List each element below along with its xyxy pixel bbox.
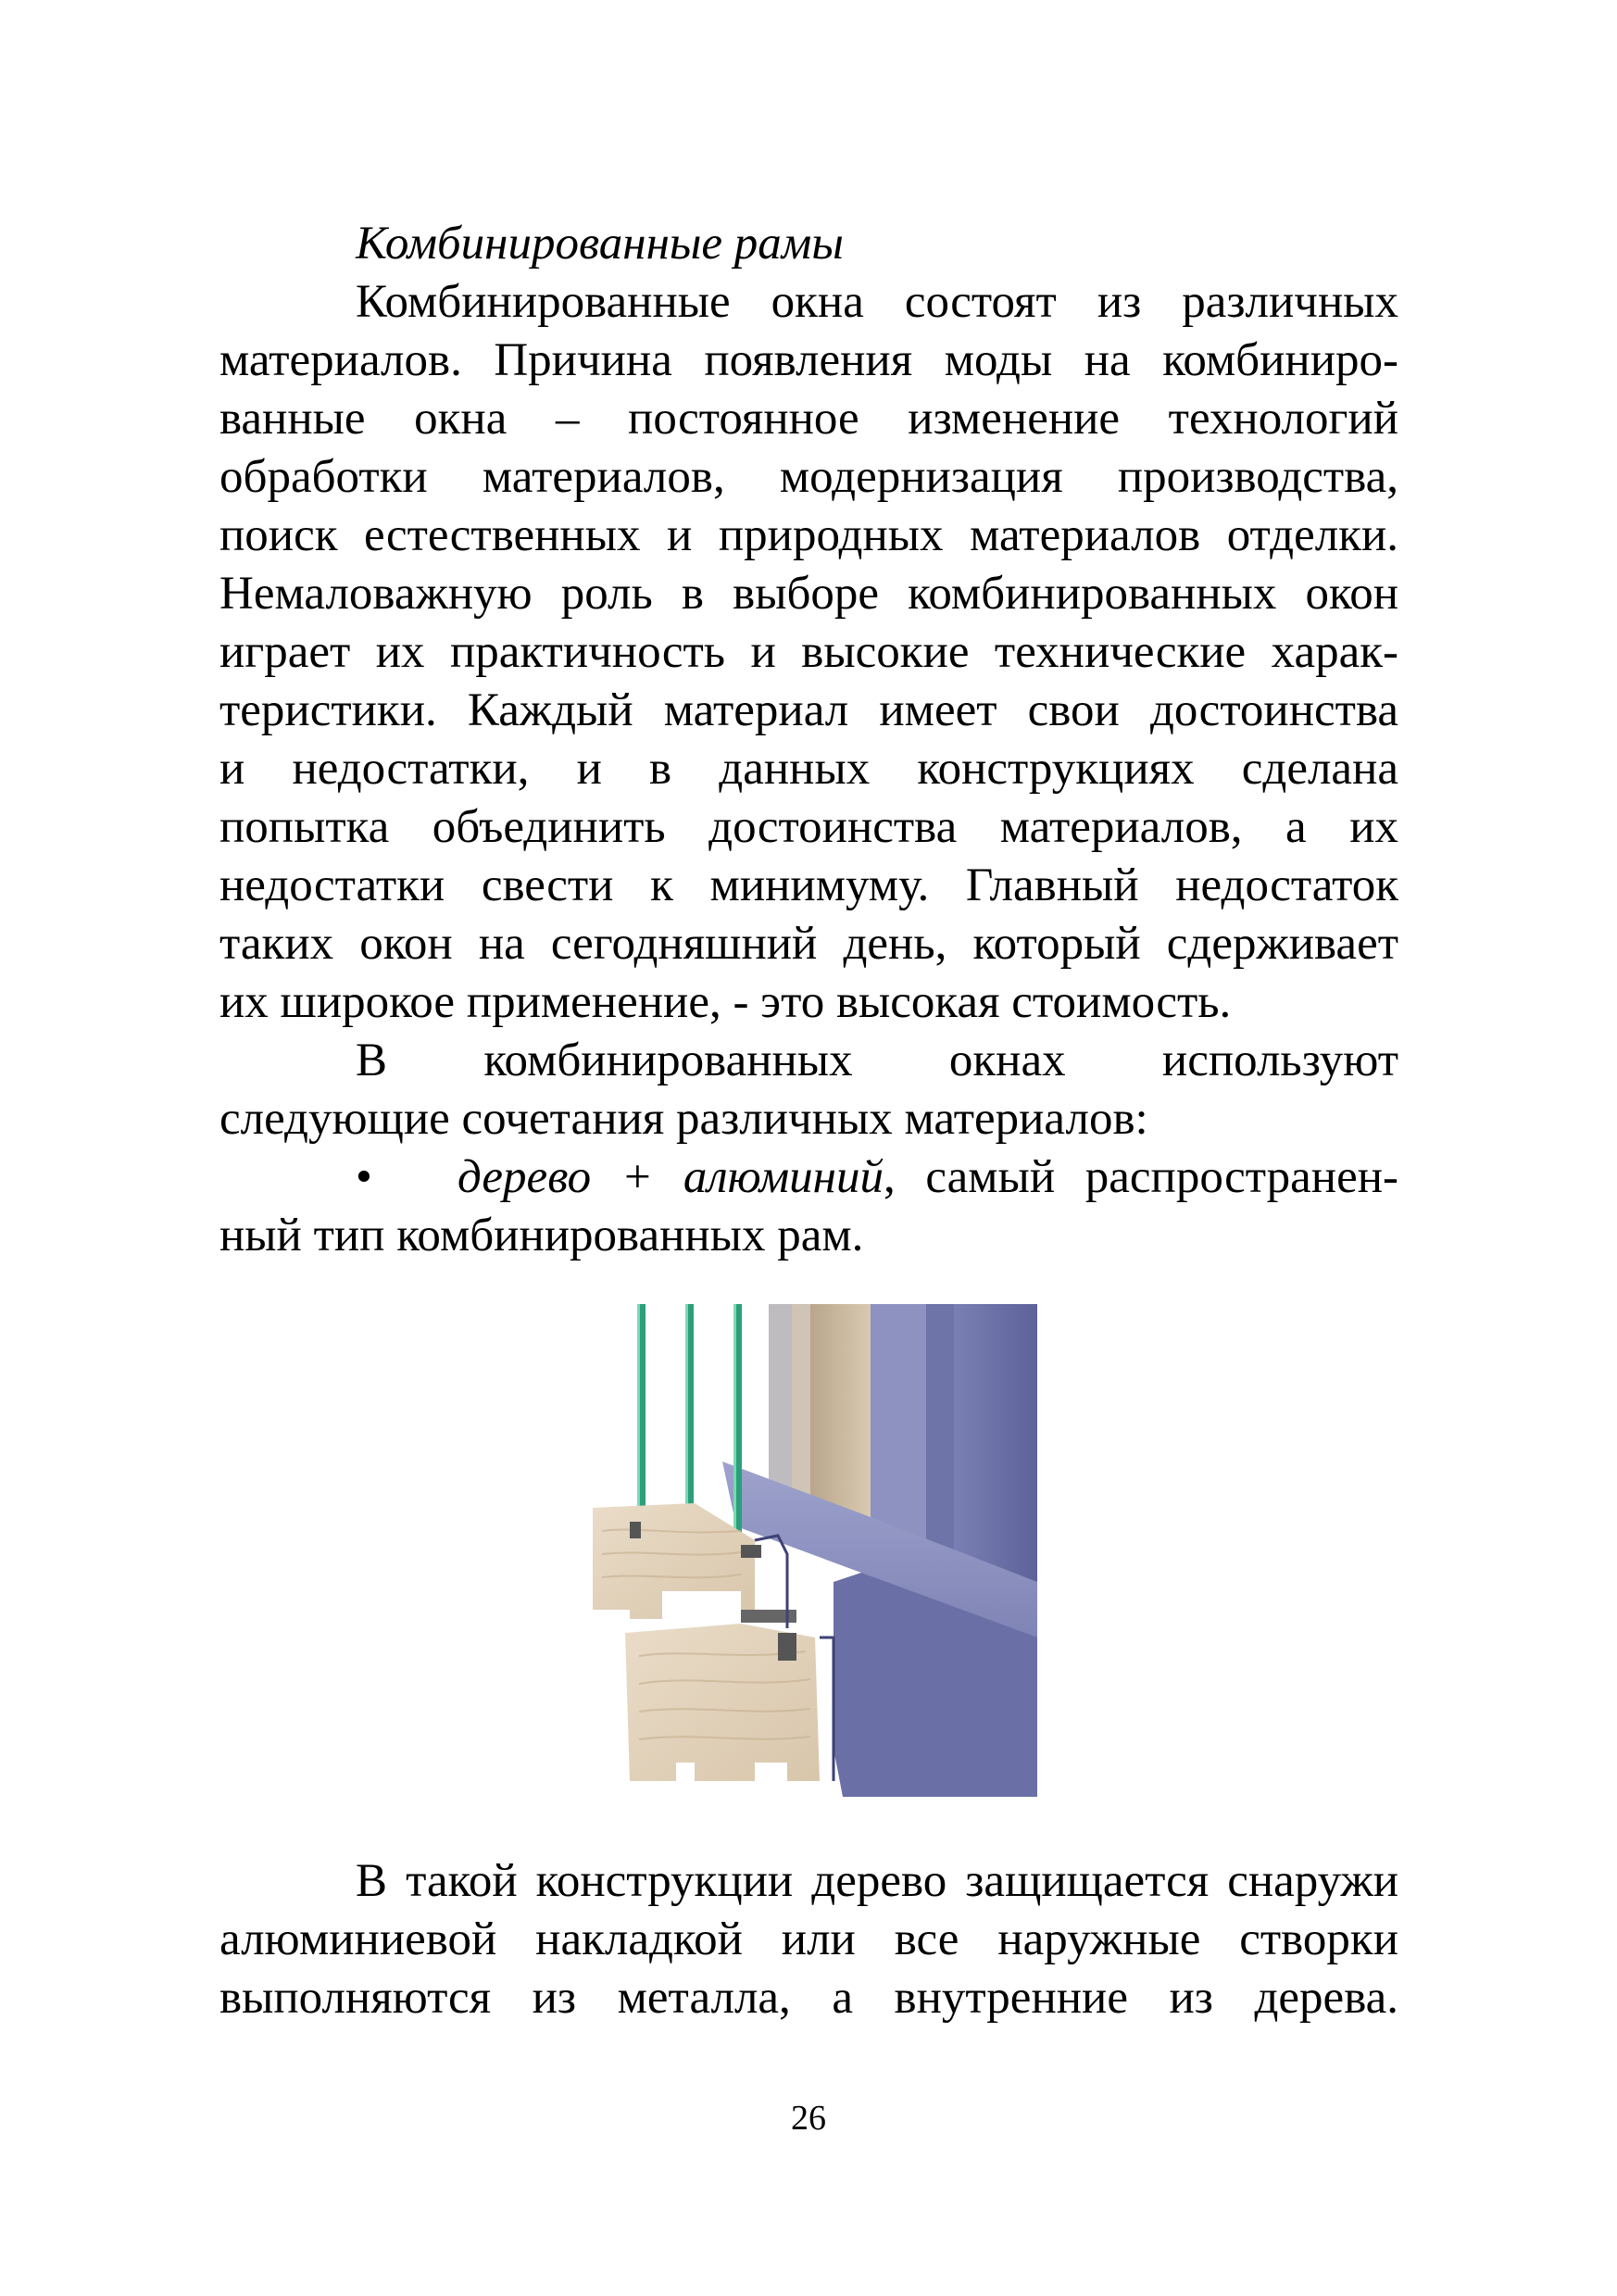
paragraph-line: материалов. Причина появления моды на комбиниро- (219, 334, 1398, 386)
paragraph-line: алюминиевой накладкой или все наружные створки (219, 1913, 1398, 1965)
paragraph-line: теристики. Каждый материал имеет свои достоинства (219, 684, 1398, 736)
paragraph-line: таких окон на сегодняшний день, который сдерживает (219, 918, 1398, 970)
section-heading: Комбинированные рамы (356, 218, 844, 270)
paragraph-line: Комбинированные окна состоят из различных (356, 276, 1398, 328)
paragraph-line: следующие сочетания различных материалов: (219, 1093, 1148, 1145)
paragraph-line: их широкое применение, - это высокая стоимость. (219, 976, 1232, 1028)
window-frame-illustration (556, 1304, 1047, 1797)
bullet-term: дерево + алюминий (458, 1151, 884, 1203)
paragraph-line: В комбинированных окнах используют (356, 1035, 1398, 1086)
bullet-item: •дерево + алюминий, самый распространен- (219, 1148, 1398, 1207)
paragraph-line: выполняются из металла, а внутренние из дерева. (219, 1972, 1398, 2024)
bullet-continuation: ный тип комбинированных рам. (219, 1210, 864, 1261)
paragraph-line: играет их практичность и высокие технические харак- (219, 626, 1398, 678)
paragraph-line: Немаловажную роль в выборе комбинированных окон (219, 568, 1398, 620)
bullet-marker (219, 1148, 458, 1207)
paragraph-line: обработки материалов, модернизация производства, (219, 451, 1398, 503)
paragraph-line: ванные окна – постоянное изменение технологий (219, 393, 1398, 445)
page-number: 26 (791, 2099, 826, 2138)
paragraph-line: поиск естественных и природных материалов отделки. (219, 509, 1398, 561)
paragraph-line: и недостатки, и в данных конструкциях сделана (219, 743, 1398, 795)
paragraph-line: попытка объединить достоинства материалов, а их (219, 801, 1398, 853)
paragraph-line: В такой конструкции дерево защищается снаружи (356, 1855, 1398, 1907)
paragraph-line: недостатки свести к минимуму. Главный недостаток (219, 859, 1398, 911)
